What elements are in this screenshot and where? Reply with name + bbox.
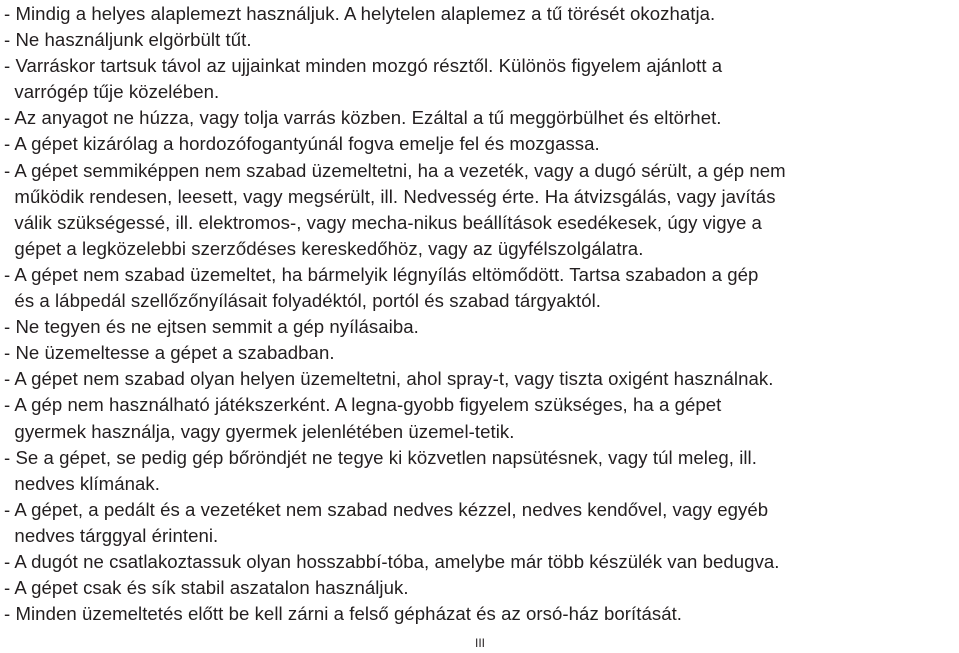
text-line: nedves klímának.: [4, 472, 160, 494]
text-line: válik szükségessé, ill. elektromos-, vagy mecha-nikus beállítások esedékesek, úgy vigye a: [4, 211, 762, 233]
page-number: III: [475, 636, 486, 650]
text-line: - Se a gépet, se pedig gép bőröndjét ne tegye ki közvetlen napsütésnek, vagy túl meleg, ill.: [4, 446, 757, 468]
text-line: - A gépet semmiképpen nem szabad üzemeltetni, ha a vezeték, vagy a dugó sérült, a gép nem: [4, 159, 786, 181]
text-line: - A dugót ne csatlakoztassuk olyan hosszabbí-tóba, amelybe már több készülék van bedugva.: [4, 550, 780, 572]
text-line: - A gépet kizárólag a hordozófogantyúnál fogva emelje fel és mozgassa.: [4, 133, 600, 155]
text-line: - A gépet, a pedált és a vezetéket nem szabad nedves kézzel, nedves kendővel, vagy egyéb: [4, 498, 769, 520]
text-line: - Az anyagot ne húzza, vagy tolja varrás közben. Ezáltal a tű meggörbülhet és eltörhet.: [4, 107, 722, 129]
text-line: - A gépet nem szabad üzemeltet, ha bármelyik légnyílás eltömődött. Tartsa szabadon a gép: [4, 263, 759, 285]
text-line: gépet a legközelebbi szerződéses kereskedőhöz, vagy az ügyfélszolgálatra.: [4, 237, 644, 259]
text-line: gyermek használja, vagy gyermek jelenlétében üzemel-tetik.: [4, 420, 515, 442]
text-line: - Minden üzemeltetés előtt be kell zárni a felső gépházat és az orsó-ház borítását.: [4, 603, 683, 625]
text-line: - Ne használjunk elgörbült tűt.: [4, 29, 252, 51]
text-line: - Mindig a helyes alaplemezt használjuk. A helytelen alaplemez a tű törését okozhatja.: [4, 3, 716, 24]
text-line: - A gépet nem szabad olyan helyen üzemeltetni, ahol spray-t, vagy tiszta oxigént használnak.: [4, 368, 774, 390]
text-line: - Varráskor tartsuk távol az ujjainkat minden mozgó résztől. Különös figyelem ajánlott a: [4, 55, 723, 77]
text-line: - Ne üzemeltesse a gépet a szabadban.: [4, 342, 335, 364]
text-line: - A gépet csak és sík stabil aszatalon használjuk.: [4, 577, 409, 599]
text-line: varrógép tűje közelében.: [4, 81, 220, 103]
text-line: - Ne tegyen és ne ejtsen semmit a gép nyílásaiba.: [4, 316, 419, 338]
text-line: működik rendesen, leesett, vagy megsérült, ill. Nedvesség érte. Ha átvizsgálás, vagy javítás: [4, 185, 776, 207]
safety-instructions-text: [4, 1, 956, 627]
text-line: - A gép nem használható játékszerként. A legna-gyobb figyelem szükséges, ha a gépet: [4, 394, 722, 416]
text-line: nedves tárggyal érinteni.: [4, 524, 219, 546]
text-line: és a lábpedál szellőzőnyílásait folyadéktól, portól és szabad tárgyaktól.: [4, 290, 602, 312]
